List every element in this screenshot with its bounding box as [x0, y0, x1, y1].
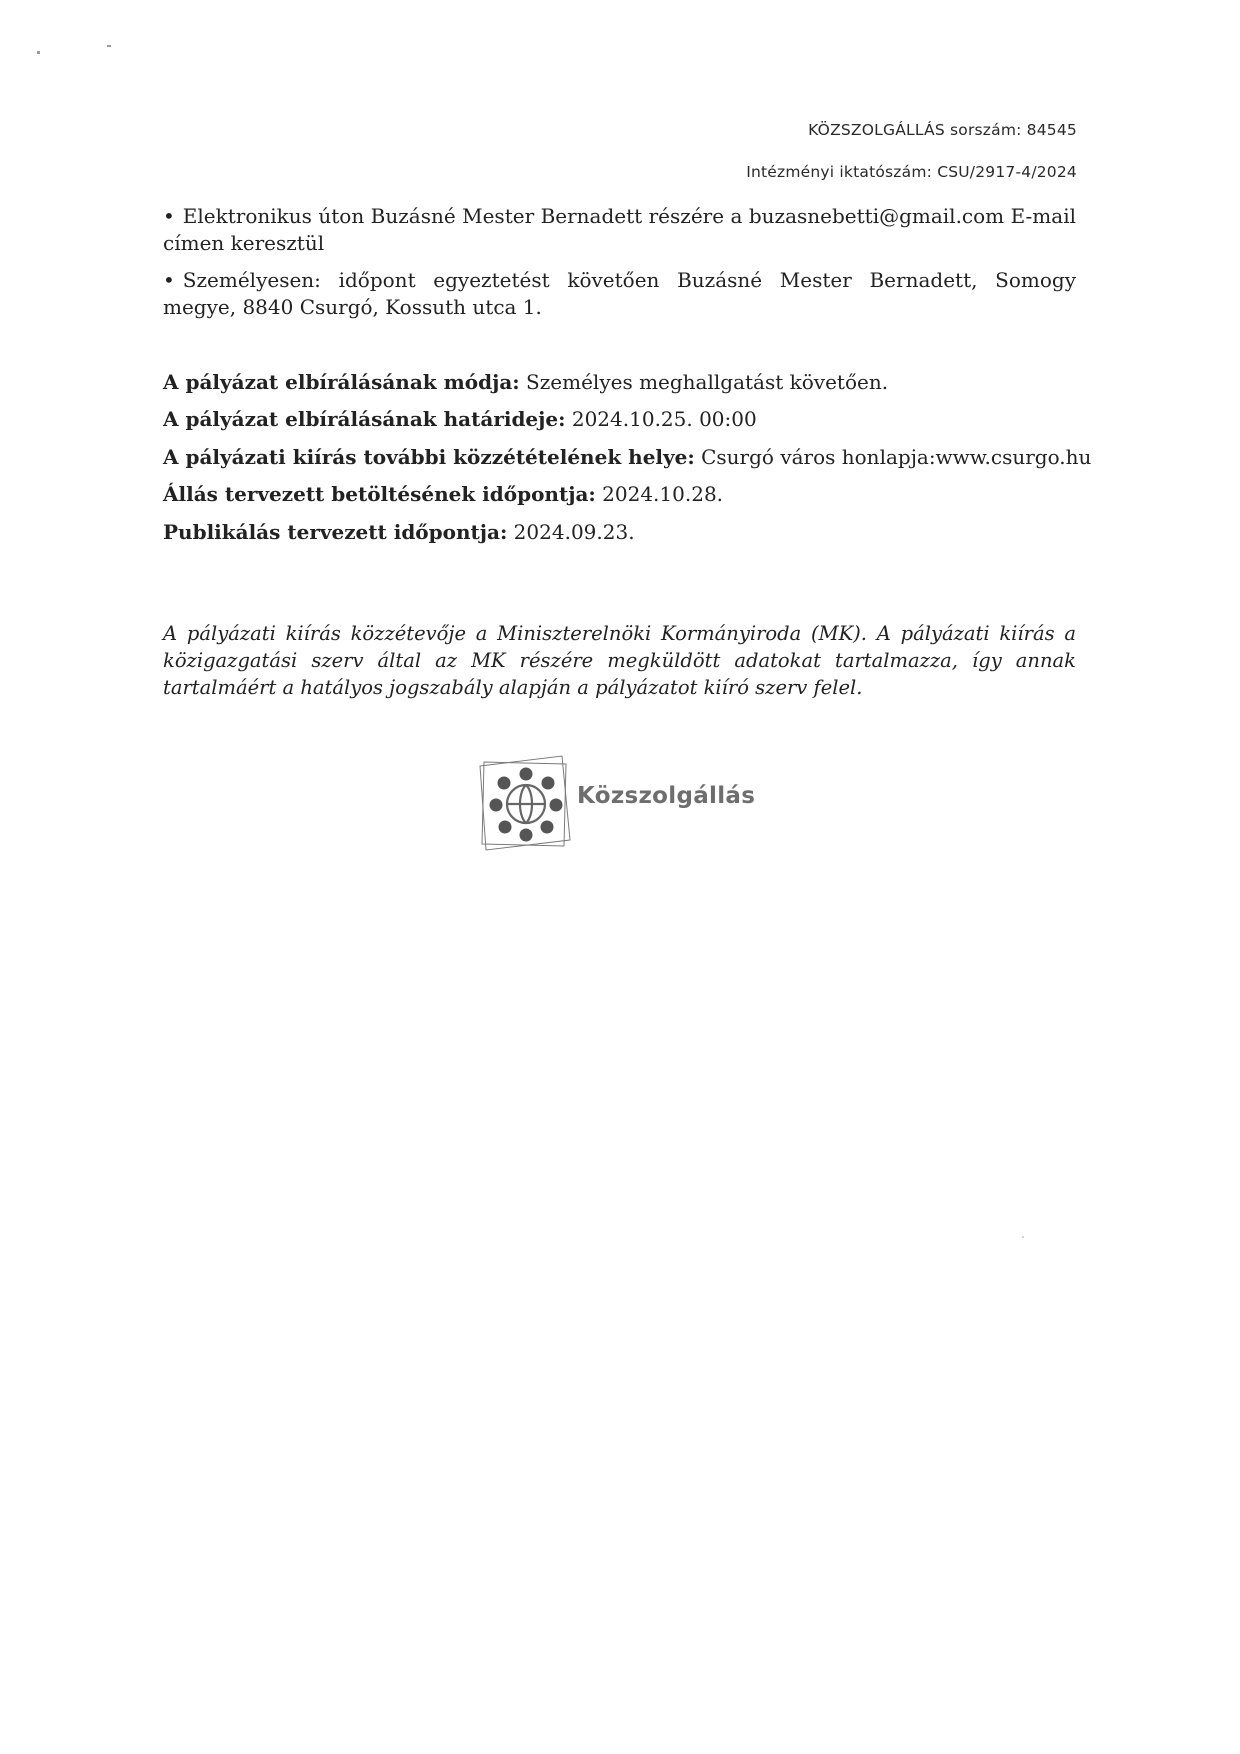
field-value: 2024.10.25. 00:00 [565, 407, 757, 431]
kozszolgallas-logo [474, 752, 794, 858]
field-label: A pályázati kiírás további közzétételének helye: [163, 445, 695, 469]
scan-speck [1022, 1236, 1024, 1238]
registry-number-line: Intézményi iktatószám: CSU/2917-4/2024 [746, 163, 1077, 181]
field-label: A pályázat elbírálásának módja: [163, 370, 520, 394]
scan-speck [37, 51, 40, 54]
field-value: 2024.10.28. [595, 482, 724, 506]
field-publication-place [163, 444, 1091, 470]
field-planned-publication-date [163, 519, 635, 545]
field-value: Személyes meghallgatást követően. [519, 370, 889, 394]
field-label: A pályázat elbírálásának határideje: [163, 407, 566, 431]
field-label: Állás tervezett betöltésének időpontja: [163, 482, 596, 506]
field-value: 2024.09.23. [507, 520, 635, 544]
field-planned-start-date [163, 481, 723, 507]
field-label: Publikálás tervezett időpontja: [163, 520, 508, 544]
submission-electronic-item [163, 203, 1076, 257]
field-value: Csurgó város honlapja:www.csurgo.hu [694, 445, 1092, 469]
submission-in-person-item [163, 267, 1076, 321]
serial-number-line: KÖZSZOLGÁLLÁS sorszám: 84545 [808, 121, 1077, 139]
kozszolgallas-emblem-icon [474, 752, 580, 858]
logo-wordmark: Közszolgállás [577, 783, 756, 809]
submission-electronic-text: Elektronikus úton Buzásné Mester Bernadett részére a buzasnebetti@gmail.com E-mail címen keresztül [163, 204, 1076, 255]
publisher-disclaimer: A pályázati kiírás közzétevője a Miniszterelnöki Kormányiroda (MK). A pályázati kiírás a közigazgatási szerv által az MK részére megküldött adatokat tartalmazza, így annak tartalmáért a hatályos jogszabály alapján a pályázatot kiíró szerv felel. [163, 622, 1076, 699]
bullet-icon: • [163, 204, 175, 228]
field-evaluation-method [163, 369, 888, 395]
submission-in-person-text: Személyesen: időpont egyeztetést követően Buzásné Mester Bernadett, Somogy megye, 8840 Csurgó, Kossuth utca 1. [163, 268, 1076, 319]
bullet-icon: • [163, 268, 175, 292]
field-evaluation-deadline [163, 406, 757, 432]
scan-speck [107, 45, 111, 47]
